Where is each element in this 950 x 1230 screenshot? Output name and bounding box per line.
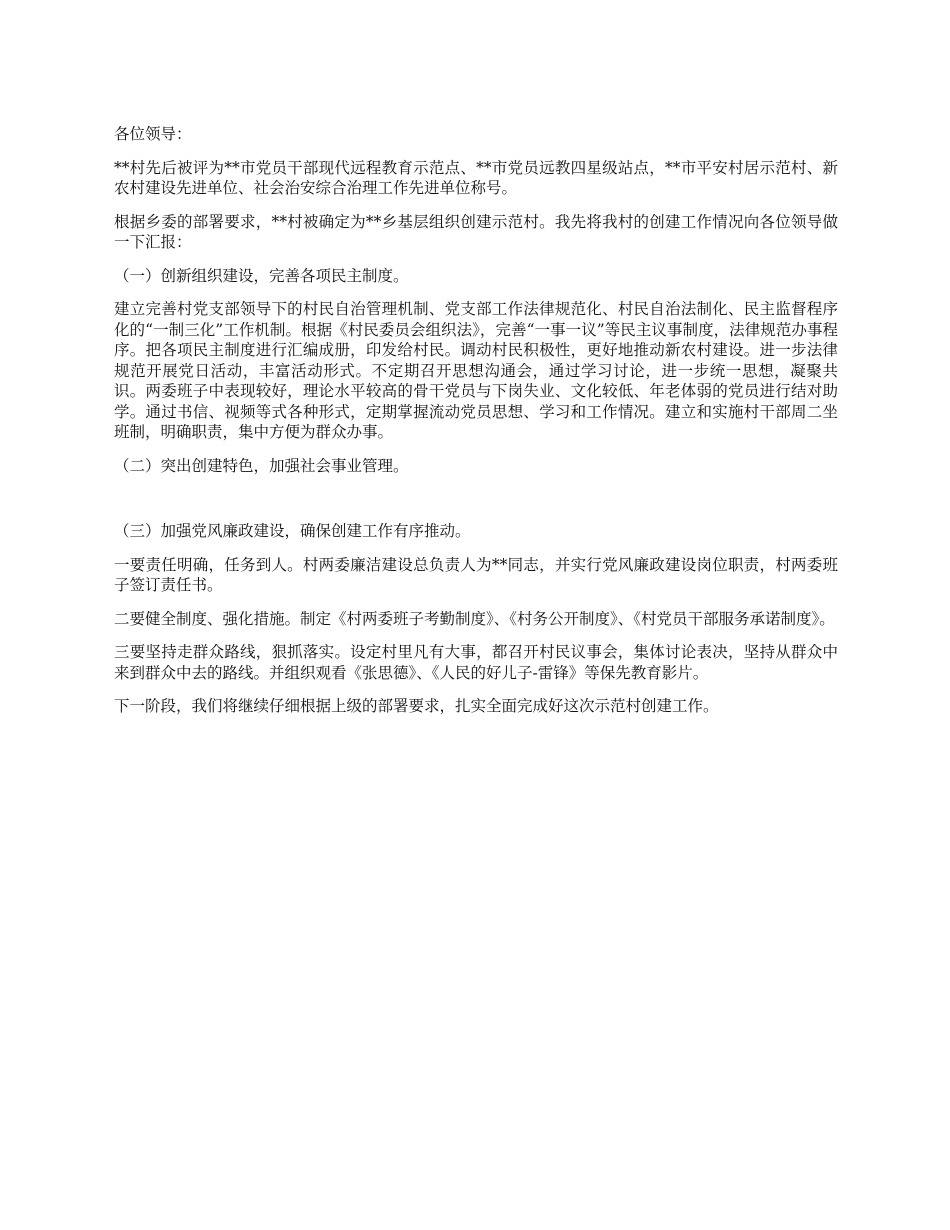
paragraph-intro: 根据乡委的部署要求，**村被确定为**乡基层组织创建示范村。我先将我村的创建工作情况向各位领导做一下汇报： <box>114 212 838 251</box>
paragraph-honors: **村先后被评为**市党员干部现代远程教育示范点、**市党员远教四星级站点，**市平安村居示范村、新农村建设先进单位、社会治安综合治理工作先进单位称号。 <box>114 158 838 197</box>
paragraph-item-2: 二要健全制度、强化措施。制定《村两委班子考勤制度》、《村务公开制度》、《村党员干部服务承诺制度》。 <box>114 609 835 628</box>
section-heading-3: （三）加强党风廉政建设，确保创建工作有序推动。 <box>114 522 471 540</box>
document-body <box>114 124 838 730</box>
paragraph-section-1-body: 建立完善村党支部领导下的村民自治管理机制、党支部工作法律规范化、村民自治法制化、民主监督程序化的“一制三化”工作机制。根据《村民委员会组织法》，完善“一事一议”等民主议事制度，法律规范办事程序。把各项民主制度进行汇编成册，印发给村民。调动村民积极性，更好地推动新农村建设。进一步法律规范开展党日活动，丰富活动形式。不定期召开思想沟通会，通过学习讨论，进一步统一思想，凝聚共识。两委班子中表现较好，理论水平较高的骨干党员与下岗失业、文化较低、年老体弱的党员进行结对助学。通过书信、视频等式各种形式，定期掌握流动党员思想、学习和工作情况。建立和实施村干部周二坐班制，明确职责，集中方便为群众办事。 <box>114 300 838 441</box>
paragraph-item-1: 一要责任明确，任务到人。村两委廉洁建设总负责人为**同志，并实行党风廉政建设岗位职责，村两委班子签订责任书。 <box>114 555 838 594</box>
paragraph-item-3: 三要坚持走群众路线，狠抓落实。设定村里凡有大事，都召开村民议事会，集体讨论表决，坚持从群众中来到群众中去的路线。并组织观看《张思德》、《人民的好儿子-雷锋》等保先教育影片。 <box>114 643 838 682</box>
greeting: 各位领导： <box>114 125 192 143</box>
section-heading-2: （二）突出创建特色，加强社会事业管理。 <box>114 456 409 475</box>
section-heading-1: （一）创新组织建设，完善各项民主制度。 <box>114 266 409 285</box>
paragraph-closing: 下一阶段，我们将继续仔细根据上级的部署要求，扎实全面完成好这次示范村创建工作。 <box>114 697 719 715</box>
